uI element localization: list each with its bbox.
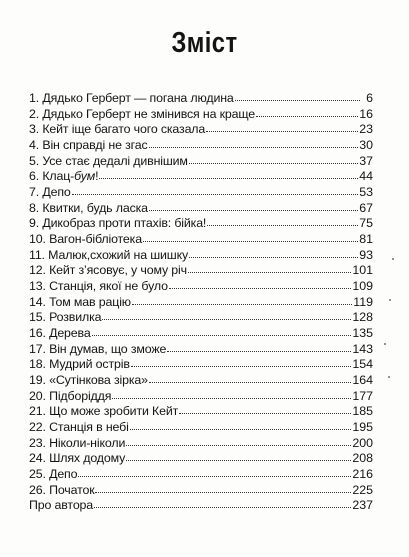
toc-entry-text-italic: бум <box>74 169 96 184</box>
dot-leader <box>132 303 352 305</box>
toc-entry-number: 10. <box>29 232 46 247</box>
toc-entry-title <box>29 295 131 311</box>
toc-entry-text: Депо <box>49 467 78 482</box>
dot-leader <box>126 459 351 461</box>
toc-entry-title <box>29 404 178 420</box>
toc-entry-page-number: 208 <box>352 451 373 466</box>
toc-entry-text: Що може зробити Кейт <box>49 404 179 419</box>
toc-entry-text: Про автора <box>29 498 94 513</box>
toc-entry-number: 2. <box>29 106 40 121</box>
toc-entry-title <box>29 248 188 264</box>
toc-entry <box>29 279 373 295</box>
toc-entry-number: 16. <box>29 326 46 341</box>
dot-leader <box>149 209 358 211</box>
toc-entry <box>29 389 373 405</box>
toc-entry <box>29 185 373 201</box>
dot-leader <box>99 177 358 179</box>
dot-leader <box>102 318 351 320</box>
toc-entry-text: Депо <box>42 185 71 200</box>
dot-leader <box>149 146 359 148</box>
toc-entry-page-number: 200 <box>352 435 373 450</box>
toc-entry-number: 4. <box>29 138 40 153</box>
toc-entry <box>29 436 373 452</box>
toc-entry <box>29 498 373 514</box>
toc-entry-text: Вагон-бібліотека <box>49 232 142 247</box>
toc-entry <box>29 357 373 373</box>
toc-entry-text: Том мав рацію <box>49 294 131 309</box>
toc-entry-text: Дядько Герберт не змінився на краще <box>42 106 256 121</box>
toc-entry-page-number: 225 <box>352 482 373 497</box>
toc-entry-number: 15. <box>29 310 46 325</box>
toc-entry-title <box>29 326 91 342</box>
toc-entry-number: 22. <box>29 420 46 435</box>
toc-entry-text: Він думав, що зможе <box>49 341 167 356</box>
toc-entry-title <box>29 138 148 154</box>
toc-entry-text: Початок <box>49 482 95 497</box>
toc-entry-number: 25. <box>29 467 46 482</box>
toc-entry-page-number: 44 <box>359 169 373 184</box>
toc-entry-page-number: 75 <box>359 216 373 231</box>
toc-entry-number: 20. <box>29 388 46 403</box>
toc-entry-number: 23. <box>29 435 46 450</box>
toc-entry <box>29 326 373 342</box>
paper-speck <box>392 258 394 260</box>
toc-entry-page-number: 37 <box>359 153 373 168</box>
toc-entry-text: Дерева <box>49 326 91 341</box>
toc-entry-number: 17. <box>29 341 46 356</box>
toc-entry <box>29 451 373 467</box>
dot-leader <box>94 506 351 508</box>
toc-entry-title <box>29 342 166 358</box>
dot-leader <box>130 428 352 430</box>
toc-entry-number: 6. <box>29 169 40 184</box>
dot-leader <box>126 444 351 446</box>
toc-entry-text: Малюк,схожий на шишку <box>48 247 189 262</box>
toc-entry-number: 26. <box>29 482 46 497</box>
toc-entry-page-number: 143 <box>352 341 373 356</box>
dot-leader <box>143 240 358 242</box>
toc-entry-page-number: 119 <box>353 294 373 309</box>
dot-leader <box>179 412 351 414</box>
page-title: Зміст <box>171 27 238 59</box>
toc-entry <box>29 216 373 232</box>
toc-entry-page-number: 67 <box>359 200 373 215</box>
dot-leader <box>206 130 358 132</box>
toc-entry <box>29 122 373 138</box>
toc-entry-text: Станція, якої не було <box>49 279 168 294</box>
toc-entry-text-suffix: ! <box>95 169 99 184</box>
toc-entry <box>29 420 373 436</box>
dot-leader <box>167 350 351 352</box>
toc-entry-page-number: 81 <box>359 232 373 247</box>
toc-entry-page-number: 216 <box>352 467 373 482</box>
toc-entry-page-number: 195 <box>352 420 373 435</box>
dot-leader <box>131 365 352 367</box>
toc-entry <box>29 138 373 154</box>
table-of-contents <box>29 91 373 514</box>
toc-entry-number: 24. <box>29 451 46 466</box>
paper-speck <box>389 299 391 301</box>
toc-entry-title <box>29 389 111 405</box>
toc-entry-text: Усе стає дедалі дивнішим <box>42 153 188 168</box>
dot-leader <box>256 115 358 117</box>
toc-entry-text: Станція в небі <box>49 420 129 435</box>
toc-entry-title <box>29 373 148 389</box>
toc-entry-number: 11. <box>29 247 45 262</box>
toc-entry <box>29 467 373 483</box>
toc-entry <box>29 373 373 389</box>
toc-entry-title <box>29 185 71 201</box>
toc-entry-text: Шлях додому <box>49 451 126 466</box>
dot-leader <box>92 334 352 336</box>
toc-entry-page-number: 23 <box>359 122 373 137</box>
toc-entry-title <box>29 310 101 326</box>
dot-leader <box>235 99 360 101</box>
toc-entry <box>29 107 373 123</box>
toc-entry <box>29 404 373 420</box>
toc-entry-number: 3. <box>29 122 40 137</box>
paper-speck <box>384 343 386 345</box>
toc-entry-page-number: 101 <box>352 263 373 278</box>
toc-entry-title <box>29 483 94 499</box>
toc-entry-title <box>29 232 142 248</box>
toc-entry-title <box>29 216 206 232</box>
toc-entry-number: 12. <box>29 263 46 278</box>
dot-leader <box>169 287 351 289</box>
toc-entry-page-number: 16 <box>359 106 373 121</box>
toc-entry <box>29 483 373 499</box>
toc-entry-page-number: 93 <box>359 247 373 262</box>
toc-entry-title <box>29 436 125 452</box>
toc-entry-title <box>29 279 168 295</box>
toc-entry-title <box>29 107 255 123</box>
toc-entry-title <box>29 498 93 514</box>
toc-entry-page-number: 135 <box>352 326 373 341</box>
toc-entry-number: 1. <box>29 91 40 105</box>
toc-entry-number: 5. <box>29 153 40 168</box>
toc-entry <box>29 248 373 264</box>
toc-entry-title <box>29 122 205 138</box>
toc-entry <box>29 201 373 217</box>
dot-leader <box>112 397 351 399</box>
toc-entry-number: 7. <box>29 185 40 200</box>
toc-entry <box>29 295 373 311</box>
toc-entry-text: Квитки, будь ласка <box>42 200 148 215</box>
toc-entry-title <box>29 91 234 107</box>
toc-entry-page-number: 30 <box>359 138 373 153</box>
toc-entry-page-number: 154 <box>352 357 373 372</box>
toc-entry-text: Ніколи-ніколи <box>49 435 126 450</box>
toc-entry-title <box>29 263 187 279</box>
toc-entry-text: Він справді не згас <box>42 138 148 153</box>
toc-entry-page-number: 164 <box>352 373 373 388</box>
toc-entry-number: 18. <box>29 357 46 372</box>
toc-entry-text: Дикобраз проти птахів: бійка! <box>42 216 207 231</box>
toc-entry-number: 9. <box>29 216 40 231</box>
toc-entry-text: Дядько Герберт — погана людина <box>42 91 234 105</box>
toc-entry-title <box>29 201 148 217</box>
toc-entry-page-number: 53 <box>359 185 373 200</box>
toc-entry-number: 19. <box>29 373 46 388</box>
toc-entry-text: Клац- <box>42 169 75 184</box>
toc-entry-text: Кейт з’ясовує, у чому річ <box>49 263 187 278</box>
toc-entry-text: «Сутінкова зірка» <box>49 373 148 388</box>
paper-speck <box>388 376 390 378</box>
toc-entry-page-number: 128 <box>352 310 373 325</box>
toc-entry-page-number: 237 <box>352 498 373 513</box>
toc-entry-number: 8. <box>29 200 40 215</box>
dot-leader <box>72 193 359 195</box>
toc-entry <box>29 232 373 248</box>
toc-entry-text: Підборіддя <box>49 388 112 403</box>
toc-entry-title <box>29 169 98 185</box>
toc-entry <box>29 310 373 326</box>
toc-entry-number: 14. <box>29 294 46 309</box>
toc-entry-page-number: 185 <box>352 404 373 419</box>
dot-leader <box>78 475 351 477</box>
toc-entry-number: 13. <box>29 279 46 294</box>
dot-leader <box>95 491 351 493</box>
dot-leader <box>189 162 358 164</box>
dot-leader <box>189 256 358 258</box>
toc-entry-page-number: 6 <box>366 91 373 105</box>
toc-entry-text: Кейт іще багато чого сказала <box>42 122 206 137</box>
toc-entry <box>29 154 373 170</box>
dot-leader <box>207 224 358 226</box>
toc-entry-page-number: 177 <box>352 388 373 403</box>
toc-entry-number: 21. <box>29 404 46 419</box>
toc-entry-page-number: 109 <box>352 279 373 294</box>
dot-leader <box>188 271 351 273</box>
toc-entry <box>29 169 373 185</box>
toc-entry-title <box>29 467 77 483</box>
toc-entry-text: Розвилка <box>49 310 102 325</box>
toc-entry <box>29 91 373 107</box>
toc-entry <box>29 342 373 358</box>
toc-entry-title <box>29 451 125 467</box>
dot-leader <box>149 381 351 383</box>
toc-entry-title <box>29 420 129 436</box>
toc-entry-title <box>29 154 188 170</box>
toc-entry <box>29 263 373 279</box>
toc-entry-text: Мудрий острів <box>49 357 130 372</box>
toc-entry-title <box>29 357 130 373</box>
